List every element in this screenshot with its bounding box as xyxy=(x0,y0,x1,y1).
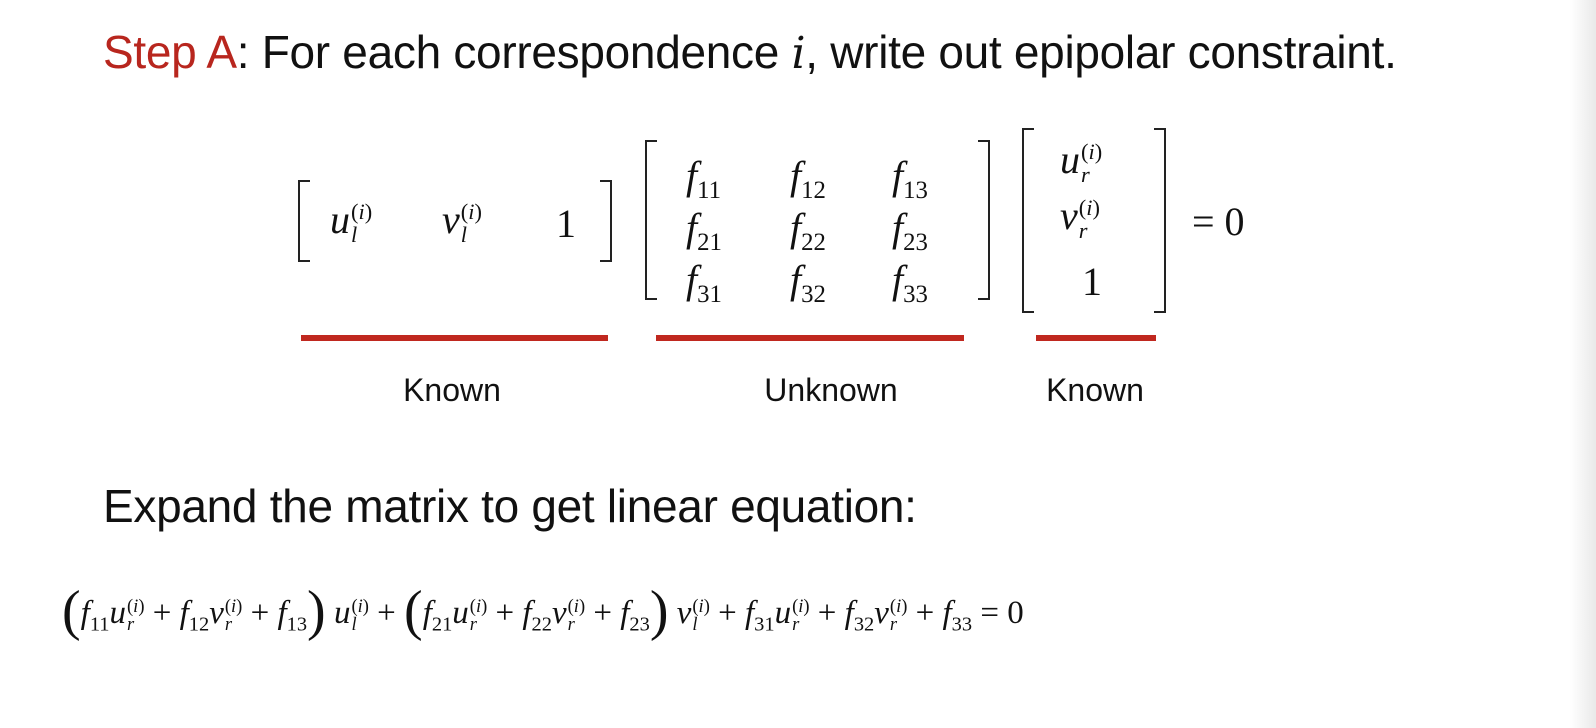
f-matrix-left-bracket xyxy=(645,140,657,300)
f-matrix-entry-f21: $f_{21}$ xyxy=(686,205,722,256)
f-matrix-entry-f33: $f_{33}$ xyxy=(892,257,928,308)
f-matrix-entry-f22: $f_{22}$ xyxy=(790,205,826,256)
known-underline-left xyxy=(301,335,608,341)
col-vector-entry-ur: u (i) r xyxy=(1060,137,1103,187)
col-vector-entry-one: 1 xyxy=(1082,259,1102,304)
label-unknown: Unknown xyxy=(764,372,898,408)
step-text-after: , write out epipolar constraint. xyxy=(805,26,1397,78)
label-known-right: Known xyxy=(1046,372,1144,408)
expanded-linear-equation: ($f_{11}u$ (i) r + $f_{12}v$ (i) r + $f_{13}$) u (i) l + ($f_{21}u$ (i) r + $f_{22}v$ (i) r + $f_{23}$) v (i) l + $f_{31}u$ (i) r + $f_{32}v$ (i) r + $f_{33} = 0$ xyxy=(62,580,1024,642)
step-variable: i xyxy=(791,28,806,79)
col-vector-left-bracket xyxy=(1022,128,1034,313)
expand-heading: Expand the matrix to get linear equation: xyxy=(103,480,917,532)
row-vector-left-bracket xyxy=(298,180,310,262)
f-matrix-entry-f32: $f_{32}$ xyxy=(790,257,826,308)
f-matrix-entry-f23: $f_{23}$ xyxy=(892,205,928,256)
row-vector-entry-one: 1 xyxy=(556,201,576,246)
step-text-before: : For each correspondence xyxy=(236,26,792,78)
step-label: Step A xyxy=(103,26,237,78)
unknown-underline xyxy=(656,335,964,341)
label-known-left: Known xyxy=(403,372,501,408)
equals-zero: = 0 xyxy=(1192,199,1245,244)
f-matrix-right-bracket xyxy=(978,140,990,300)
row-vector-entry-vl: v (i) l xyxy=(442,197,482,247)
col-vector-right-bracket xyxy=(1154,128,1166,313)
slide-edge-shadow xyxy=(1570,0,1596,728)
known-underline-right xyxy=(1036,335,1156,341)
f-matrix-entry-f12: $f_{12}$ xyxy=(790,153,826,204)
f-matrix-entry-f31: $f_{31}$ xyxy=(686,257,722,308)
row-vector-right-bracket xyxy=(600,180,612,262)
row-vector-entry-ul: u (i) l xyxy=(330,197,373,247)
f-matrix-entry-f13: $f_{13}$ xyxy=(892,153,928,204)
f-matrix-entry-f11: $f_{11}$ xyxy=(686,153,722,204)
step-heading xyxy=(103,22,1397,84)
col-vector-entry-vr: v (i) r xyxy=(1060,193,1100,243)
